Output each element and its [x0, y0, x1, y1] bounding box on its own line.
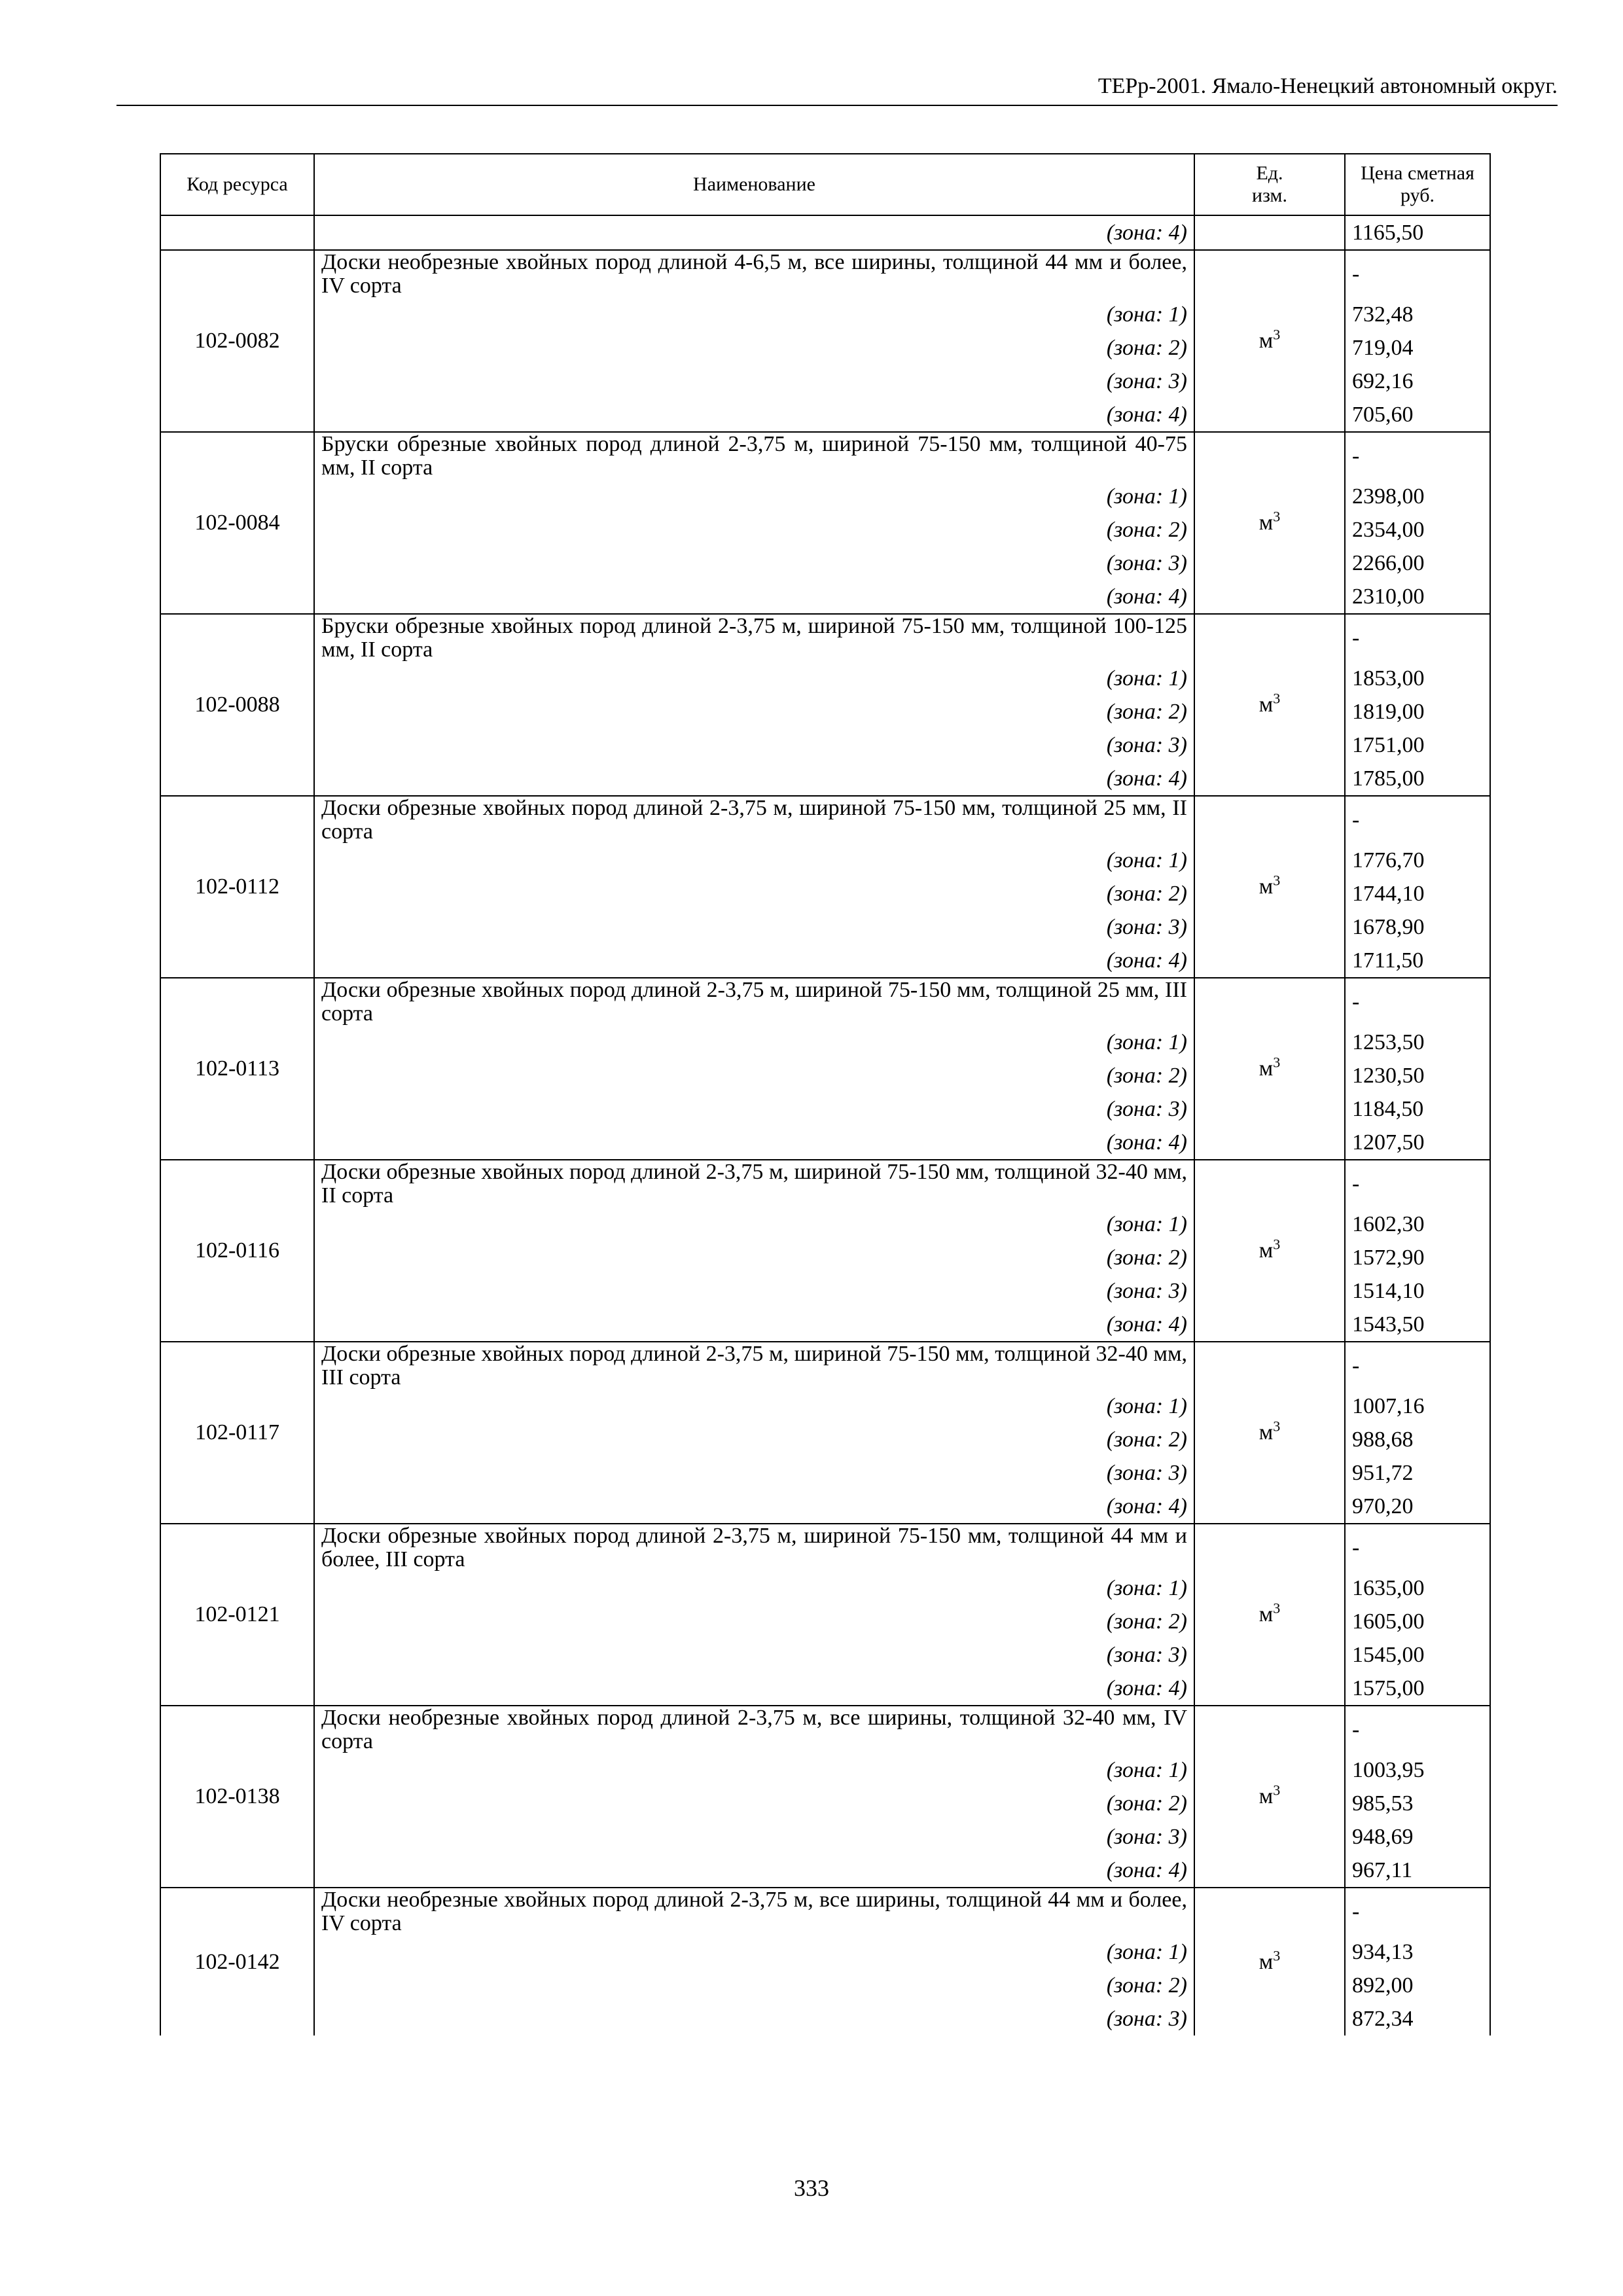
unit-exponent: 3	[1273, 1600, 1281, 1617]
zone-label: (зона: 1)	[314, 1208, 1194, 1241]
unit-base: м	[1258, 1238, 1274, 1263]
zone-label: (зона: 4)	[314, 1126, 1194, 1160]
zone-label: (зона: 2)	[314, 1241, 1194, 1274]
resource-unit	[1194, 250, 1345, 432]
zone-price: 705,60	[1345, 398, 1490, 432]
zone-label: (зона: 3)	[314, 1274, 1194, 1308]
resource-name: Бруски обрезные хвойных пород длиной 2-3,75 м, шириной 75-150 мм, толщиной 40-75 мм, II сорта	[314, 432, 1194, 480]
price-table-body	[160, 215, 1490, 2036]
zone-label: (зона: 1)	[314, 662, 1194, 695]
unit-exponent: 3	[1273, 872, 1281, 889]
resource-unit	[1194, 1342, 1345, 1524]
zone-price: 951,72	[1345, 1456, 1490, 1490]
resource-unit	[1194, 1524, 1345, 1706]
zone-label: (зона: 1)	[314, 844, 1194, 877]
zone-price: 2310,00	[1345, 580, 1490, 614]
zone-label: (зона: 3)	[314, 547, 1194, 580]
resource-name: Доски обрезные хвойных пород длиной 2-3,75 м, шириной 75-150 мм, толщиной 32-40 мм, III сорта	[314, 1342, 1194, 1390]
resource-base-price: -	[1345, 1706, 1490, 1753]
zone-label: (зона: 3)	[314, 1820, 1194, 1854]
unit-base: м	[1258, 874, 1274, 899]
resource-row	[160, 1706, 1490, 1753]
resource-unit	[1194, 614, 1345, 796]
column-header-unit-line1: Ед.	[1256, 162, 1283, 184]
zone-price: 2266,00	[1345, 547, 1490, 580]
resource-row	[160, 1524, 1490, 1571]
zone-label: (зона: 1)	[314, 1026, 1194, 1059]
zone-price: 1605,00	[1345, 1605, 1490, 1638]
zone-price: 1253,50	[1345, 1026, 1490, 1059]
unit-exponent: 3	[1273, 1054, 1281, 1071]
continuation-zone: (зона: 4)	[314, 215, 1194, 250]
unit-exponent: 3	[1273, 508, 1281, 525]
column-header-price-line2: руб.	[1400, 185, 1435, 206]
zone-label: (зона: 3)	[314, 1456, 1194, 1490]
zone-price: 1785,00	[1345, 762, 1490, 796]
zone-price: 1545,00	[1345, 1638, 1490, 1672]
zone-price: 1007,16	[1345, 1390, 1490, 1423]
resource-code: 102-0082	[160, 250, 314, 432]
zone-price: 1514,10	[1345, 1274, 1490, 1308]
unit-base: м	[1258, 1949, 1274, 1974]
resource-row	[160, 432, 1490, 480]
unit-exponent: 3	[1273, 1418, 1281, 1435]
zone-label: (зона: 4)	[314, 1308, 1194, 1342]
zone-label: (зона: 3)	[314, 1092, 1194, 1126]
resource-name: Доски обрезные хвойных пород длиной 2-3,75 м, шириной 75-150 мм, толщиной 25 мм, III сорта	[314, 978, 1194, 1026]
resource-code: 102-0113	[160, 978, 314, 1160]
zone-price: 1776,70	[1345, 844, 1490, 877]
zone-price: 1602,30	[1345, 1208, 1490, 1241]
resource-name: Доски необрезные хвойных пород длиной 4-6,5 м, все ширины, толщиной 44 мм и более, IV сорта	[314, 250, 1194, 298]
unit-exponent: 3	[1273, 326, 1281, 343]
unit-exponent: 3	[1273, 1947, 1281, 1964]
resource-name: Доски необрезные хвойных пород длиной 2-3,75 м, все ширины, толщиной 44 мм и более, IV сорта	[314, 1888, 1194, 1935]
continuation-code-cell	[160, 215, 314, 250]
resource-unit	[1194, 796, 1345, 978]
resource-code: 102-0088	[160, 614, 314, 796]
zone-price: 1207,50	[1345, 1126, 1490, 1160]
zone-price: 1744,10	[1345, 877, 1490, 910]
zone-label: (зона: 2)	[314, 331, 1194, 365]
zone-price: 1575,00	[1345, 1672, 1490, 1706]
resource-code: 102-0116	[160, 1160, 314, 1342]
zone-label: (зона: 1)	[314, 1935, 1194, 1969]
resource-code: 102-0112	[160, 796, 314, 978]
zone-price: 2398,00	[1345, 480, 1490, 513]
resource-code: 102-0084	[160, 432, 314, 614]
column-header-unit	[1194, 154, 1345, 215]
resource-unit	[1194, 432, 1345, 614]
zone-label: (зона: 2)	[314, 1787, 1194, 1820]
zone-price: 948,69	[1345, 1820, 1490, 1854]
resource-row	[160, 978, 1490, 1026]
resource-row	[160, 614, 1490, 662]
unit-base: м	[1258, 1420, 1274, 1444]
zone-label: (зона: 2)	[314, 695, 1194, 728]
zone-label: (зона: 3)	[314, 1638, 1194, 1672]
zone-price: 1678,90	[1345, 910, 1490, 944]
zone-label: (зона: 4)	[314, 1854, 1194, 1888]
zone-label: (зона: 4)	[314, 944, 1194, 978]
zone-label: (зона: 4)	[314, 1672, 1194, 1706]
zone-label: (зона: 2)	[314, 1423, 1194, 1456]
column-header-price	[1345, 154, 1490, 215]
zone-label: (зона: 1)	[314, 298, 1194, 331]
zone-price: 1751,00	[1345, 728, 1490, 762]
column-header-name: Наименование	[314, 154, 1194, 215]
zone-price: 1819,00	[1345, 695, 1490, 728]
resource-unit	[1194, 1160, 1345, 1342]
price-table	[160, 153, 1491, 2036]
continuation-row	[160, 215, 1490, 250]
resource-unit	[1194, 1706, 1345, 1888]
zone-label: (зона: 4)	[314, 762, 1194, 796]
zone-price: 1543,50	[1345, 1308, 1490, 1342]
header-rule	[116, 105, 1558, 106]
resource-unit	[1194, 978, 1345, 1160]
zone-price: 1184,50	[1345, 1092, 1490, 1126]
unit-base: м	[1258, 511, 1274, 535]
zone-label: (зона: 2)	[314, 1059, 1194, 1092]
zone-label: (зона: 1)	[314, 1390, 1194, 1423]
resource-code: 102-0142	[160, 1888, 314, 2036]
unit-base: м	[1258, 1056, 1274, 1081]
zone-label: (зона: 2)	[314, 877, 1194, 910]
resource-base-price: -	[1345, 250, 1490, 298]
resource-name: Бруски обрезные хвойных пород длиной 2-3,75 м, шириной 75-150 мм, толщиной 100-125 мм, II сорта	[314, 614, 1194, 662]
resource-code: 102-0138	[160, 1706, 314, 1888]
resource-name: Доски обрезные хвойных пород длиной 2-3,75 м, шириной 75-150 мм, толщиной 32-40 мм, II сорта	[314, 1160, 1194, 1208]
zone-label: (зона: 3)	[314, 910, 1194, 944]
resource-unit	[1194, 1888, 1345, 2036]
zone-price: 1003,95	[1345, 1753, 1490, 1787]
resource-row	[160, 796, 1490, 844]
unit-base: м	[1258, 692, 1274, 717]
zone-price: 988,68	[1345, 1423, 1490, 1456]
zone-price: 1230,50	[1345, 1059, 1490, 1092]
zone-price: 892,00	[1345, 1969, 1490, 2002]
unit-base: м	[1258, 1602, 1274, 1626]
price-table-head	[160, 154, 1490, 215]
resource-base-price: -	[1345, 796, 1490, 844]
zone-label: (зона: 1)	[314, 1753, 1194, 1787]
zone-price: 732,48	[1345, 298, 1490, 331]
zone-price: 692,16	[1345, 365, 1490, 398]
zone-label: (зона: 3)	[314, 728, 1194, 762]
zone-label: (зона: 1)	[314, 1571, 1194, 1605]
zone-price: 1572,90	[1345, 1241, 1490, 1274]
zone-label: (зона: 4)	[314, 580, 1194, 614]
page-number: 333	[794, 2175, 829, 2201]
unit-exponent: 3	[1273, 690, 1281, 707]
column-header-price-line1: Цена сметная	[1361, 162, 1474, 184]
zone-price: 2354,00	[1345, 513, 1490, 547]
resource-row	[160, 250, 1490, 298]
zone-price: 1853,00	[1345, 662, 1490, 695]
unit-base: м	[1258, 329, 1274, 353]
resource-base-price: -	[1345, 978, 1490, 1026]
unit-exponent: 3	[1273, 1236, 1281, 1253]
unit-base: м	[1258, 1784, 1274, 1808]
zone-price: 970,20	[1345, 1490, 1490, 1524]
resource-base-price: -	[1345, 1342, 1490, 1390]
resource-name: Доски необрезные хвойных пород длиной 2-3,75 м, все ширины, толщиной 32-40 мм, IV сорта	[314, 1706, 1194, 1753]
resource-row	[160, 1888, 1490, 1935]
zone-price: 934,13	[1345, 1935, 1490, 1969]
zone-price: 1711,50	[1345, 944, 1490, 978]
column-header-unit-line2: изм.	[1252, 185, 1287, 206]
zone-label: (зона: 3)	[314, 2002, 1194, 2036]
resource-row	[160, 1342, 1490, 1390]
zone-label: (зона: 2)	[314, 1605, 1194, 1638]
column-header-code: Код ресурса	[160, 154, 314, 215]
resource-row	[160, 1160, 1490, 1208]
resource-base-price: -	[1345, 1888, 1490, 1935]
zone-price: 985,53	[1345, 1787, 1490, 1820]
resource-base-price: -	[1345, 614, 1490, 662]
zone-label: (зона: 2)	[314, 513, 1194, 547]
continuation-price: 1165,50	[1345, 215, 1490, 250]
zone-label: (зона: 1)	[314, 480, 1194, 513]
header-row	[160, 154, 1490, 215]
unit-exponent: 3	[1273, 1782, 1281, 1799]
zone-label: (зона: 4)	[314, 1490, 1194, 1524]
resource-base-price: -	[1345, 1524, 1490, 1571]
resource-name: Доски обрезные хвойных пород длиной 2-3,75 м, шириной 75-150 мм, толщиной 44 мм и более, III сорта	[314, 1524, 1194, 1571]
resource-name: Доски обрезные хвойных пород длиной 2-3,75 м, шириной 75-150 мм, толщиной 25 мм, II сорта	[314, 796, 1194, 844]
continuation-unit-cell	[1194, 215, 1345, 250]
zone-price: 1635,00	[1345, 1571, 1490, 1605]
zone-label: (зона: 4)	[314, 398, 1194, 432]
zone-price: 719,04	[1345, 331, 1490, 365]
resource-base-price: -	[1345, 1160, 1490, 1208]
zone-price: 967,11	[1345, 1854, 1490, 1888]
zone-label: (зона: 2)	[314, 1969, 1194, 2002]
running-header-title: ТЕРр-2001. Ямало-Ненецкий автономный округ.	[1097, 74, 1558, 98]
resource-code: 102-0121	[160, 1524, 314, 1706]
resource-base-price: -	[1345, 432, 1490, 480]
zone-price: 872,34	[1345, 2002, 1490, 2036]
zone-label: (зона: 3)	[314, 365, 1194, 398]
resource-code: 102-0117	[160, 1342, 314, 1524]
